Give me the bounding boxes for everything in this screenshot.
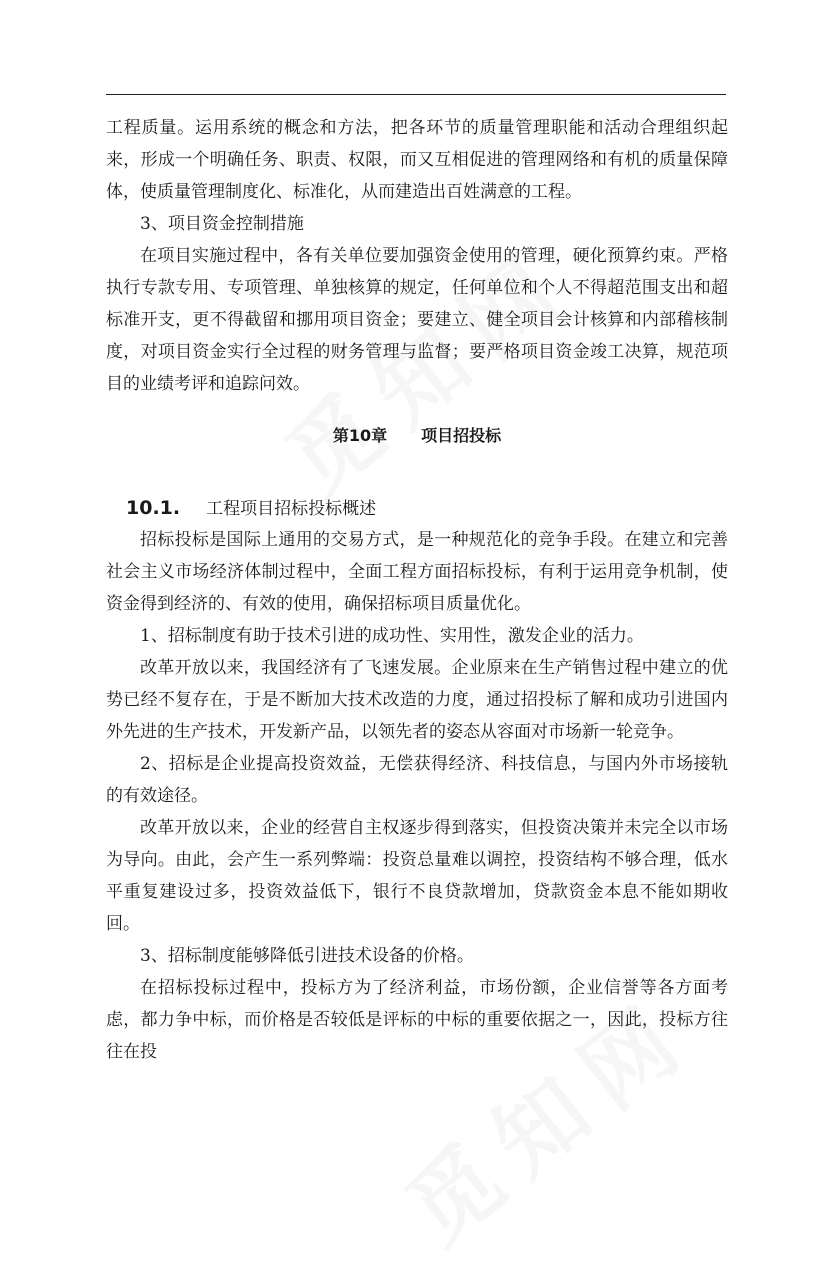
paragraph-point-3-body: 在招标投标过程中，投标方为了经济利益，市场份额，企业信誉等各方面考虑，都力争中标，而价格是否较低是评标的中标的重要依据之一，因此，投标方往往在投 (106, 978, 728, 1062)
paragraph-fund-control-heading: 3、项目资金控制措施 (140, 214, 304, 234)
paragraph-point-3: 3、招标制度能够降低引进技术设备的价格。 (140, 946, 474, 966)
paragraph-point-2-body: 改革开放以来，企业的经营自主权逐步得到落实，但投资决策并未完全以市场为导向。由此，会产生一系列弊端：投资总量难以调控，投资结构不够合理，低水平重复建设过多，投资效益低下，银行不良贷款增加，贷款资金本息不能如期收回。 (106, 818, 728, 934)
chapter-heading (106, 420, 728, 452)
paragraph-point-1-body: 改革开放以来，我国经济有了飞速发展。企业原来在生产销售过程中建立的优势已经不复存在，于是不断加大技术改造的力度，通过招投标了解和成功引进国内外先进的生产技术，开发新产品，以领先者的姿态从容面对市场新一轮竞争。 (106, 658, 728, 742)
section-number: 10.1. (126, 497, 181, 519)
paragraph-point-2: 2、招标是企业提高投资效益，无偿获得经济、科技信息，与国内外市场接轨的有效途径。 (106, 754, 728, 806)
paragraph-fund-control-body: 在项目实施过程中，各有关单位要加强资金使用的管理，硬化预算约束。严格执行专款专用、专项管理、单独核算的规定，任何单位和个人不得超范围支出和超标准开支，更不得截留和挪用项目资金；要建立、健全项目会计核算和内部稽核制度，对项目资金实行全过程的财务管理与监督；要严格项目资金竣工决算，规范项目的业绩考评和追踪问效。 (106, 246, 728, 394)
paragraph-bidding-intro: 招标投标是国际上通用的交易方式，是一种规范化的竞争手段。在建立和完善社会主义市场经济体制过程中，全面工程方面招标投标，有利于运用竞争机制，使资金得到经济的、有效的使用，确保招标项目质量优化。 (106, 530, 728, 614)
chapter-title: 项目招投标 (421, 426, 502, 445)
paragraph-quality-continued: 工程质量。运用系统的概念和方法，把各环节的质量管理职能和活动合理组织起来，形成一个明确任务、职责、权限，而又互相促进的管理网络和有机的质量保障体，使质量管理制度化、标准化，从而建造出百姓满意的工程。 (106, 118, 728, 202)
header-rule (106, 94, 726, 95)
chapter-number: 第10章 (332, 426, 388, 445)
section-heading (106, 492, 728, 524)
paragraph-point-1: 1、招标制度有助于技术引进的成功性、实用性，激发企业的活力。 (140, 626, 644, 646)
section-title: 工程项目招标投标概述 (206, 499, 377, 519)
body-text (106, 112, 728, 1068)
